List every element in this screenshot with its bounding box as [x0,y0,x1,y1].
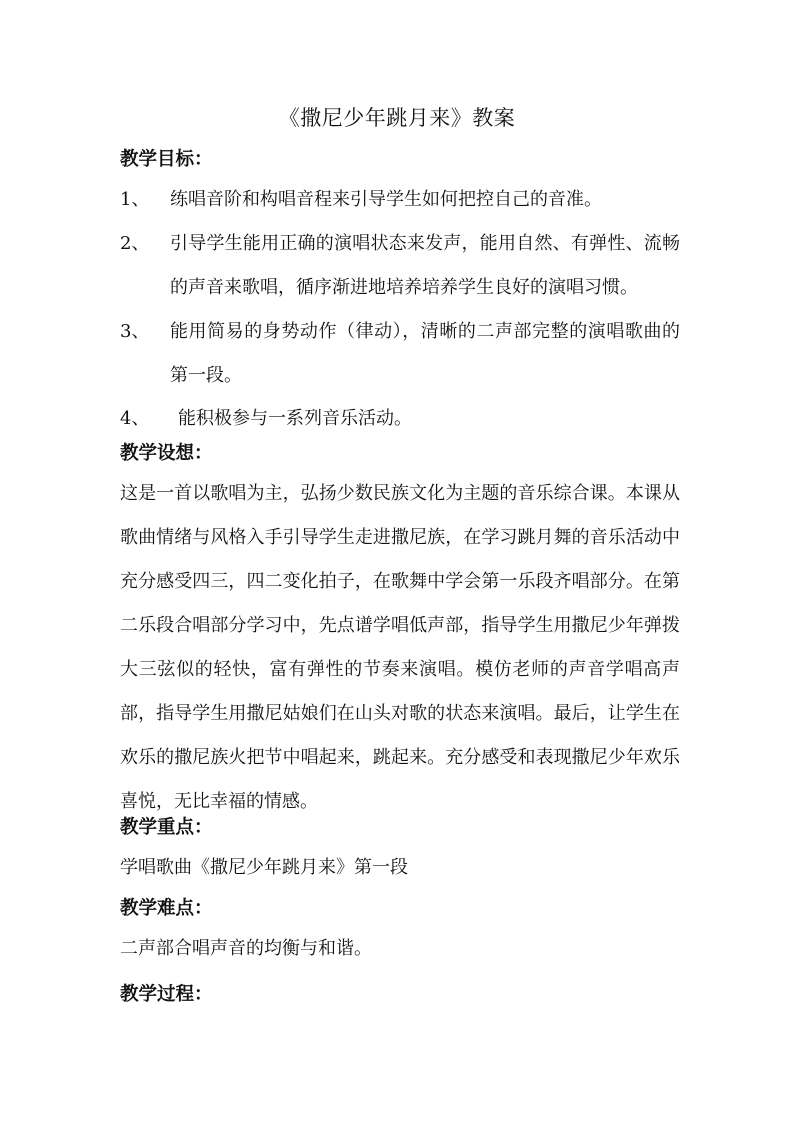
goal-number: 3、 [120,321,150,342]
goal-text: 练唱音阶和构唱音程来引导学生如何把控自己的音准。 [170,189,602,210]
document-title: 《撒尼少年跳月来》教案 [278,106,516,130]
goal-number: 2、 [120,233,150,254]
process-heading: 教学过程： [120,984,213,1005]
key-heading: 教学重点： [120,817,213,838]
difficulty-paragraph: 二声部合唱声音的均衡与和谐。 [120,938,372,959]
goals-heading: 教学目标： [120,149,213,170]
design-paragraph: 这是一首以歌唱为主，弘扬少数民族文化为主题的音乐综合课。本课从歌曲情绪与风格入手引导学生走进撒尼族，在学习跳月舞的音乐活动中充分感受四三，四二变化拍子，在歌舞中学会第一乐段齐唱部分。在第二乐段合唱部分学习中，先点谱学唱低声部，指导学生用撒尼少年弹拨大三弦似的轻快，富有弹性的节奏来演唱。模仿老师的声音学唱高声部，指导学生用撒尼姑娘们在山头对歌的状态来演唱。最后，让学生在欢乐的撒尼族火把节中唱起来，跳起来。充分感受和表现撒尼少年欢乐喜悦，无比幸福的情感。 [120,483,680,812]
goal-number: 1、 [120,189,150,210]
goal-number: 4、 [120,408,150,429]
key-paragraph: 学唱歌曲《撒尼少年跳月来》第一段 [120,857,408,878]
goal-text: 能积极参与一系列音乐活动。 [178,408,412,429]
design-heading: 教学设想： [120,443,213,464]
goal-text: 能用简易的身势动作（律动），清晰的二声部完整的演唱歌曲的第一段。 [170,321,680,386]
difficulty-heading: 教学难点： [120,898,213,919]
goal-text: 引导学生能用正确的演唱状态来发声，能用自然、有弹性、流畅的声音来歌唱，循序渐进地培养培养学生良好的演唱习惯。 [170,233,680,298]
